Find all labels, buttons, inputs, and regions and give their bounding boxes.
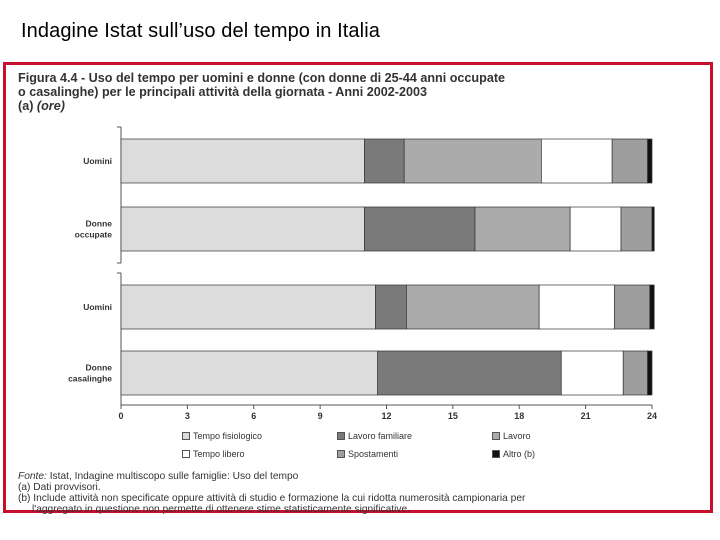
bar-segment: [121, 139, 364, 183]
bar-segment: [375, 285, 406, 329]
bar-segment: [561, 351, 623, 395]
bar-segment: [612, 139, 647, 183]
figure-footer: [18, 471, 708, 515]
x-tick-label: 3: [184, 411, 190, 421]
bar-segment: [621, 207, 652, 251]
category-label: Donne: [85, 362, 112, 373]
bar-segment: [623, 351, 647, 395]
bar-segment: [541, 139, 612, 183]
category-label: casalinghe: [68, 373, 112, 384]
bar-segment: [650, 285, 654, 329]
legend-label: Tempo fisiologico: [193, 431, 263, 441]
bar-segment: [648, 351, 652, 395]
x-tick-label: 21: [580, 411, 591, 421]
bar-segment: [648, 139, 652, 183]
category-label: Uomini: [83, 156, 112, 166]
figure-title-line-1: Figura 4.4 - Uso del tempo per uomini e donne (con donne di 25-44 anni occupate: [18, 71, 506, 85]
legend-swatch: [337, 432, 345, 440]
footer-source-label: Fonte:: [18, 471, 47, 482]
bar-segment: [614, 285, 649, 329]
x-tick-label: 15: [447, 411, 458, 421]
footer-source: [18, 471, 708, 482]
subtitle-note: (a): [18, 99, 34, 113]
legend-label: Altro (b): [503, 449, 536, 459]
bar-segment: [406, 285, 539, 329]
bar-segment: [121, 351, 378, 395]
legend-label: Lavoro: [503, 431, 531, 441]
figure-title-line-2: o casalinghe) per le principali attività della giornata - Anni 2002-2003: [18, 85, 427, 99]
legend-swatch: [492, 450, 500, 458]
legend-item: [182, 449, 245, 459]
legend-swatch: [182, 450, 190, 458]
legend-swatch: [337, 450, 345, 458]
bar-segment: [121, 207, 364, 251]
footer-note-b2: l'aggregato in questione non permette di ottenere stime statisticamente significative.: [32, 504, 410, 515]
legend-swatch: [182, 432, 190, 440]
x-tick-label: 18: [514, 411, 525, 421]
x-tick-label: 24: [646, 411, 658, 421]
bar-segment: [570, 207, 621, 251]
legend-item: [337, 449, 398, 459]
legend-swatch: [492, 432, 500, 440]
bar-segment: [404, 139, 541, 183]
bar-segment: [378, 351, 562, 395]
bar-segment: [364, 139, 404, 183]
bar-segment: [475, 207, 570, 251]
bar-segment: [364, 207, 475, 251]
bar-segment: [121, 285, 375, 329]
x-tick-label: 12: [381, 411, 392, 421]
slide-title: Indagine Istat sull’uso del tempo in Italia: [21, 20, 380, 42]
bar-segment: [539, 285, 614, 329]
legend-item: [337, 431, 412, 441]
legend-label: Lavoro familiare: [348, 431, 413, 441]
x-tick-label: 6: [251, 411, 257, 421]
footer-source-text: Istat, Indagine multiscopo sulle famiglie: Uso del tempo: [46, 471, 299, 482]
figure-frame: [3, 62, 713, 513]
bar-segment: [652, 207, 654, 251]
x-tick-label: 0: [118, 411, 124, 421]
legend-label: Tempo libero: [193, 449, 245, 459]
category-label: occupate: [74, 229, 112, 240]
legend-item: [492, 431, 531, 441]
footer-note-a: (a) Dati provvisori.: [18, 482, 101, 493]
legend-item: [182, 431, 262, 441]
subtitle-unit: (ore): [36, 99, 65, 113]
legend-item: [492, 449, 535, 459]
category-label: Donne: [85, 218, 112, 229]
chart-legend: [182, 431, 582, 467]
category-label: Uomini: [83, 302, 112, 312]
x-tick-label: 9: [317, 411, 323, 421]
legend-label: Spostamenti: [348, 449, 399, 459]
footer-note-b1: (b) Include attività non specificate oppure attività di studio e formazione la cui ridotta numerosità campionaria per: [18, 493, 526, 504]
